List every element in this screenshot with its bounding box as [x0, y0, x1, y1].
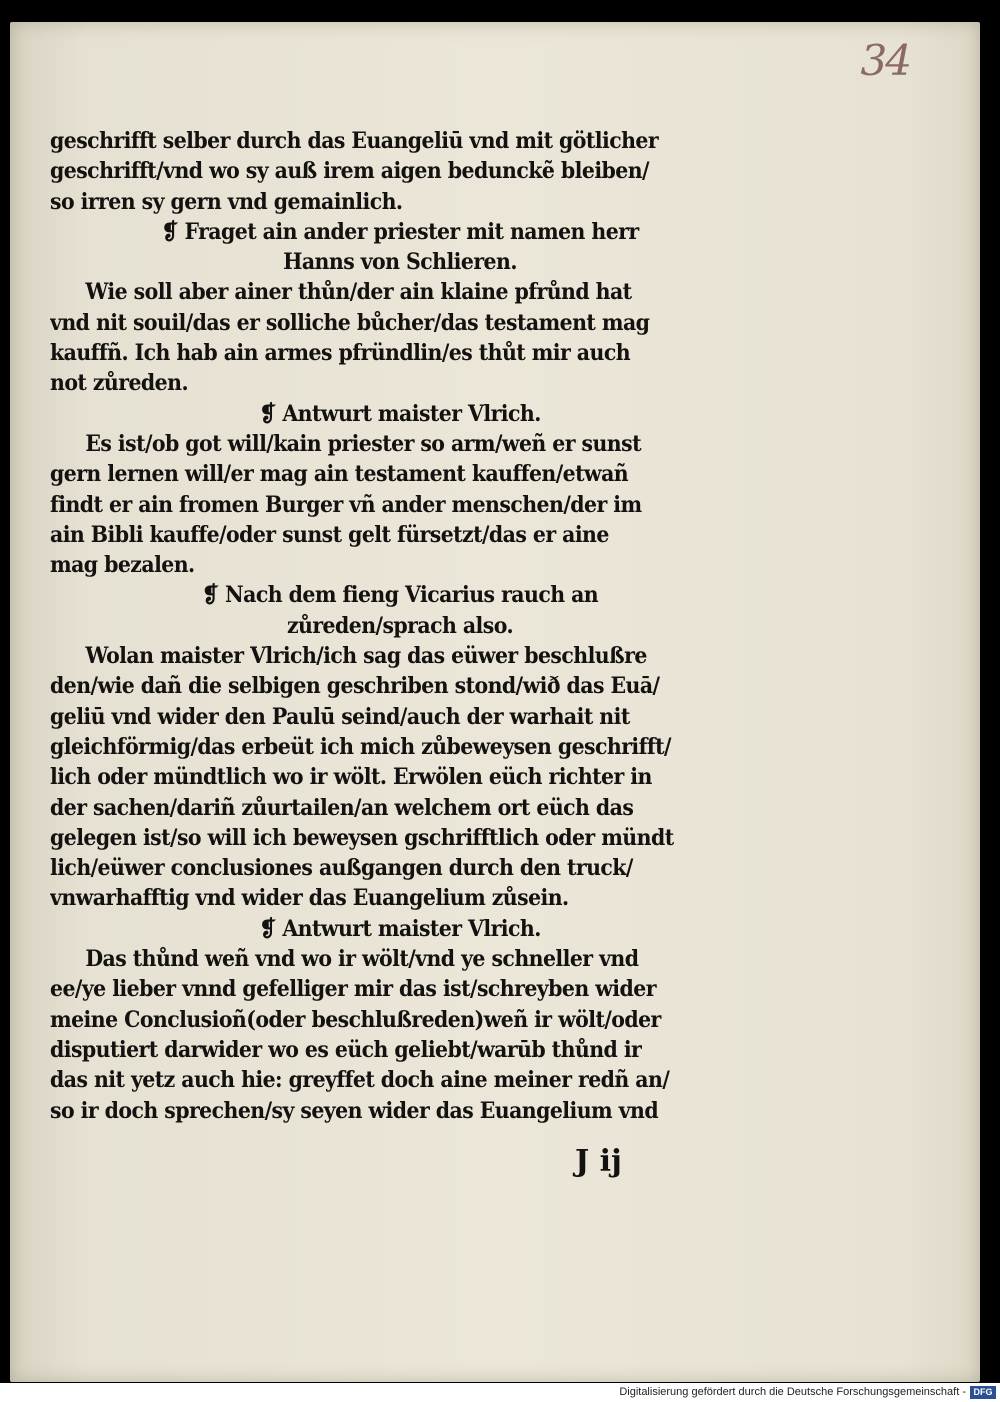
- text-line: Das thůnd weñ vnd wo ir wölt/vnd ye schneller vnd: [85, 946, 639, 973]
- text-line: den/wie dañ die selbigen geschriben stond/wið das Euā/: [50, 673, 660, 700]
- text-line: das nit yetz auch hie: greyffet doch aine meiner redñ an/: [50, 1067, 670, 1094]
- section-heading: Hanns von Schlieren.: [283, 249, 517, 276]
- section-heading: ❡ Antwurt maister Vlrich.: [259, 400, 541, 427]
- footer-bar: [0, 1383, 1000, 1402]
- folio-number: 34: [860, 36, 910, 85]
- text-line: lich oder mündtlich wo ir wölt. Erwölen eüch richter in: [50, 764, 652, 791]
- text-line: vnd nit souil/das er solliche bůcher/das testament mag: [50, 309, 650, 336]
- section-heading: zůreden/sprach also.: [286, 612, 514, 639]
- text-line: ee/ye lieber vnnd gefelliger mir das ist/schreyben wider: [50, 976, 656, 1003]
- text-line: Es ist/ob got will/kain priester so arm/weñ er sunst: [85, 430, 641, 457]
- text-line: lich/eüwer conclusiones außgangen durch den truck/: [50, 855, 633, 882]
- dfg-logo: DFG: [970, 1386, 996, 1399]
- text-line: geschrifft selber durch das Euangeliū vnd mit götlicher: [50, 128, 659, 154]
- section-heading: ❡ Nach dem fieng Vicarius rauch an: [201, 582, 599, 609]
- book-page: [10, 22, 980, 1382]
- text-line: disputiert darwider wo es eüch geliebt/warūb thůnd ir: [50, 1036, 642, 1063]
- section-heading: ❡ Fraget ain ander priester mit namen herr: [161, 218, 639, 245]
- text-line: geschrifft/vnd wo sy auß irem aigen bedunckẽ bleiben/: [50, 158, 649, 185]
- text-line: ain Bibli kauffe/oder sunst gelt fürsetzt/das er aine: [50, 521, 609, 548]
- text-line: kauffñ. Ich hab ain armes pfründlin/es thůt mir auch: [50, 340, 631, 367]
- text-line: meine Conclusioñ(oder beschlußreden)weñ ir wölt/oder: [50, 1006, 661, 1033]
- footer-credit: Digitalisierung gefördert durch die Deutsche Forschungsgemeinschaft -: [619, 1386, 966, 1398]
- text-line: not zůreden.: [50, 370, 189, 397]
- text-line: findt er ain fromen Burger vñ ander menschen/der im: [50, 491, 642, 518]
- text-line: mag bezalen.: [50, 552, 195, 579]
- text-line: der sachen/dariñ zůurtailen/an welchem ort eüch das: [50, 794, 634, 821]
- text-line: Wie soll aber ainer thůn/der ain klaine pfrůnd hat: [85, 279, 632, 306]
- text-line: Wolan maister Vlrich/ich sag das eüwer beschlußre: [85, 643, 647, 670]
- text-line: gleichförmig/das erbeüt ich mich zůbeweysen geschrifft/: [50, 733, 671, 760]
- section-heading: ❡ Antwurt maister Vlrich.: [259, 915, 541, 942]
- text-block: [50, 126, 750, 1126]
- text-line: gelegen ist/so will ich beweysen gschrifftlich oder mündt: [50, 824, 674, 851]
- text-line: vnwarhafftig vnd wider das Euangelium zůsein.: [50, 885, 569, 912]
- text-line: gern lernen will/er mag ain testament kauffen/etwañ: [50, 461, 629, 488]
- text-line: geliū vnd wider den Paulū seind/auch der warhait nit: [50, 703, 630, 730]
- text-line: so irren sy gern vnd gemainlich.: [50, 188, 403, 215]
- text-line: so ir doch sprechen/sy seyen wider das Euangelium vnd: [50, 1097, 659, 1124]
- signature-mark: J ij: [575, 1144, 622, 1179]
